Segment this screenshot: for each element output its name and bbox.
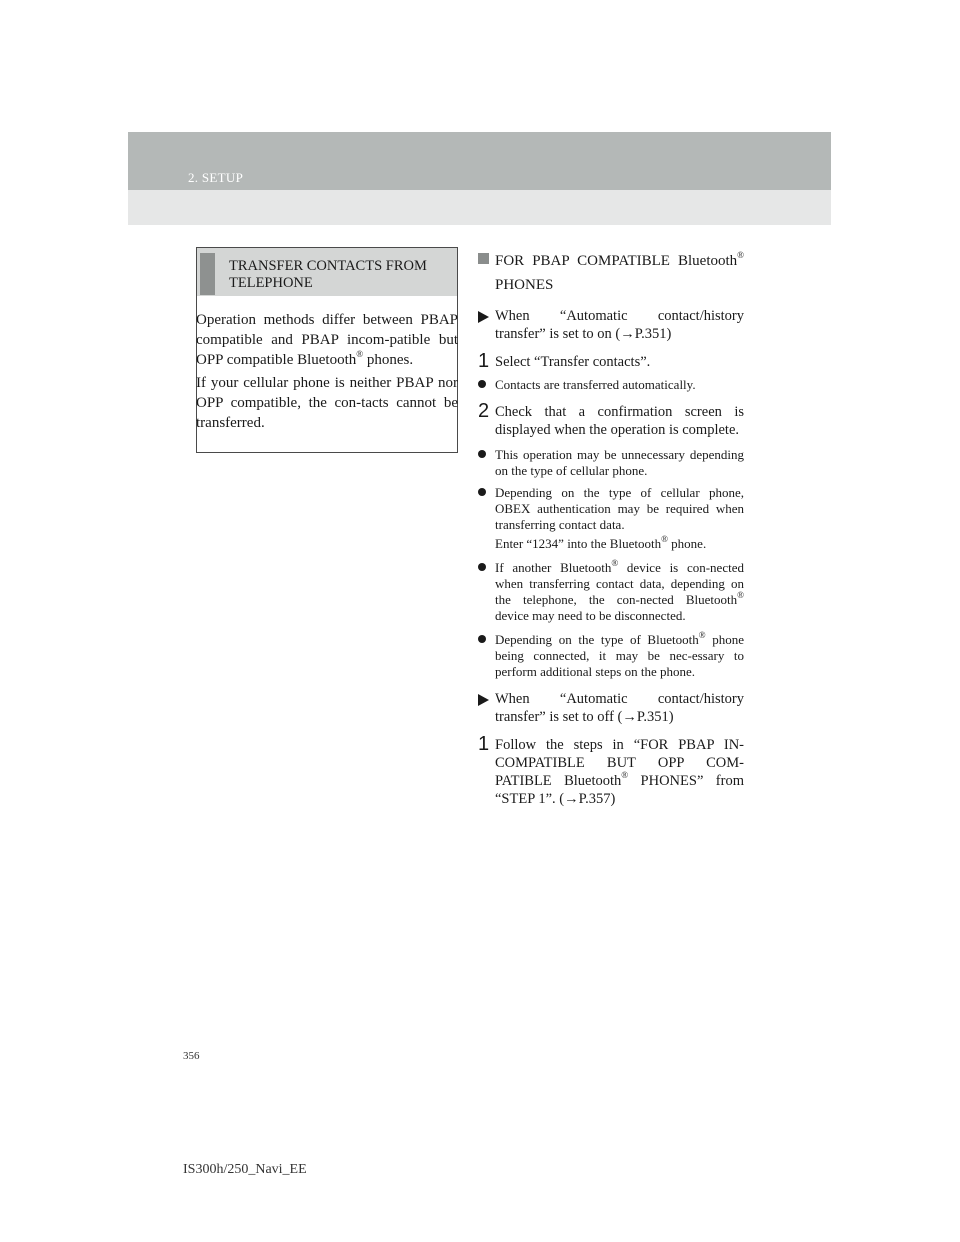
section-heading: FOR PBAP COMPATIBLE Bluetooth® PHONES — [478, 249, 744, 297]
step-number: 1 — [478, 733, 490, 755]
page-number: 356 — [183, 1050, 200, 1062]
triangle-bullet-icon — [478, 311, 489, 323]
right-column — [478, 249, 744, 808]
note-1: Contacts are transferred automatically. — [478, 377, 744, 393]
bullet-dot-icon — [478, 488, 486, 496]
square-bullet-icon — [478, 253, 489, 264]
step-2: 2 Check that a confirmation screen is displayed when the operation is complete. — [478, 400, 744, 438]
bullet-dot-icon — [478, 380, 486, 388]
condition-on: When “Automatic contact/history transfer” is set to on (→P.351) — [478, 307, 744, 343]
step-1: 1 Select “Transfer contacts”. — [478, 350, 651, 372]
info-box-marker — [200, 253, 215, 295]
bullet-dot-icon — [478, 635, 486, 643]
info-box-header — [197, 248, 457, 296]
info-paragraph-1: Operation methods differ between PBAP compatible and PBAP incom-patible but OPP compatible Bluetooth® phones. — [196, 312, 458, 368]
triangle-bullet-icon — [478, 694, 489, 706]
note-3: Depending on the type of cellular phone, OBEX authentication may be required when transferring contact data. Enter “1234” into the Bluetooth® phone. — [478, 485, 744, 552]
document-code: IS300h/250_Navi_EE — [183, 1162, 307, 1177]
note-2: This operation may be unnecessary depending on the type of cellular phone. — [478, 447, 744, 479]
step-number: 2 — [478, 400, 490, 422]
section-label: 2. SETUP — [188, 170, 244, 185]
info-paragraph-2: If your cellular phone is neither PBAP nor OPP compatible, the con-tacts cannot be transferred. — [196, 375, 458, 431]
condition-off: When “Automatic contact/history transfer” is set to off (→P.351) — [478, 690, 744, 726]
info-box-body — [196, 310, 458, 436]
header-subband — [128, 190, 831, 225]
info-box-title: TRANSFER CONTACTS FROM TELEPHONE — [229, 258, 427, 291]
bullet-dot-icon — [478, 563, 486, 571]
note-4: If another Bluetooth® device is con-nected when transferring contact data, depending on the telephone, the con-nected Bluetooth® device may need to be disconnected. — [478, 560, 744, 624]
step-3: 1 Follow the steps in “FOR PBAP IN-COMPATIBLE BUT OPP COM-PATIBLE Bluetooth® PHONES” from “STEP 1”. (→P.357) — [478, 733, 744, 807]
bullet-dot-icon — [478, 450, 486, 458]
note-5: Depending on the type of Bluetooth® phone being connected, it may be nec-essary to perform additional steps on the phone. — [478, 632, 744, 680]
step-number: 1 — [478, 350, 490, 372]
